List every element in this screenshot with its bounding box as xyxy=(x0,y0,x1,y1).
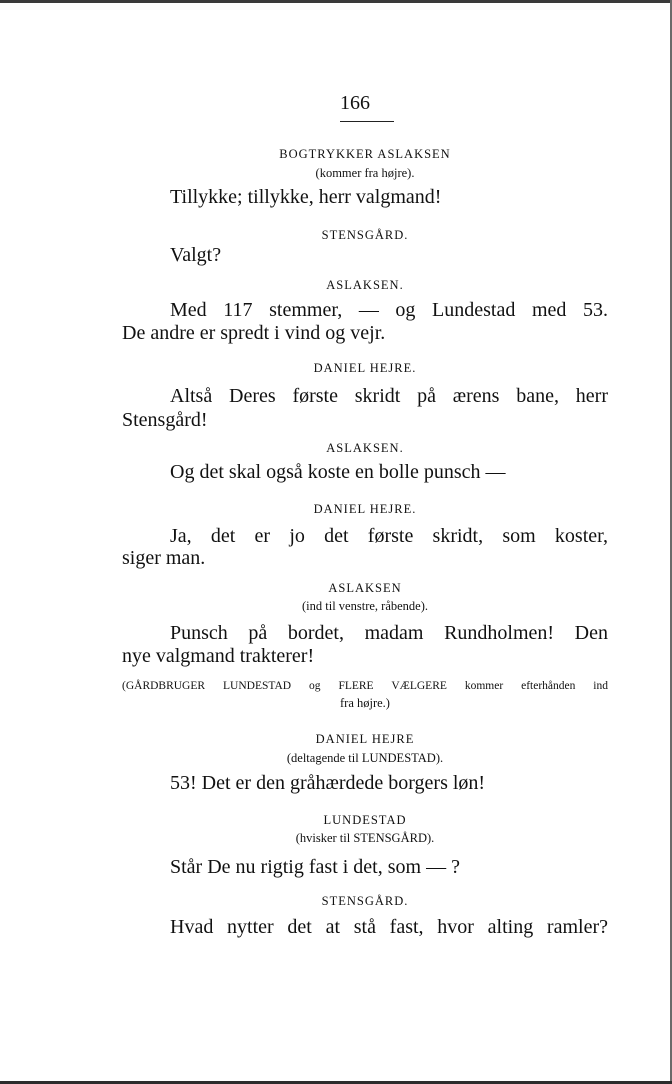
speaker-name: DANIEL HEJRE. xyxy=(313,361,417,375)
speaker-name: STENSGÅRD. xyxy=(321,894,409,908)
speaker-name: ASLAKSEN. xyxy=(326,278,404,292)
stage-direction: (ind til venstre, råbende). xyxy=(302,599,428,613)
speaker-name: ASLAKSEN xyxy=(328,581,402,595)
dialogue-line: Stensgård! xyxy=(122,409,208,431)
page-number: 166 xyxy=(340,92,370,114)
speaker-name: DANIEL HEJRE xyxy=(315,732,415,746)
stage-direction: (deltagende til LUNDESTAD). xyxy=(286,751,444,765)
stage-direction: (kommer fra højre). xyxy=(315,166,415,180)
dialogue-line: Står De nu rigtig fast i det, som — ? xyxy=(170,856,460,878)
dialogue-line: Valgt? xyxy=(170,244,222,266)
dialogue-line: Tillykke; tillykke, herr valgmand! xyxy=(170,186,442,208)
dialogue-line: nye valgmand trakterer! xyxy=(122,645,315,667)
stage-direction: (hvisker til STENSGÅRD). xyxy=(295,831,435,845)
dialogue-line: Punsch på bordet, madam Rundholmen! Den xyxy=(170,622,608,644)
dialogue-line: Ja, det er jo det første skridt, som koster, xyxy=(170,525,608,547)
speaker-name: LUNDESTAD xyxy=(323,813,407,827)
scan-edge-top xyxy=(0,0,672,3)
dialogue-line: De andre er spredt i vind og vejr. xyxy=(122,322,386,344)
scene-stage-direction: (GÅRDBRUGER LUNDESTAD og FLERE VÆLGERE kommer efterhånden ind xyxy=(122,680,608,692)
dialogue-line: 53! Det er den gråhærdede borgers løn! xyxy=(170,772,486,794)
speaker-name: BOGTRYKKER ASLAKSEN xyxy=(279,147,451,161)
speaker-name: STENSGÅRD. xyxy=(321,228,409,242)
dialogue-line: Med 117 stemmer, — og Lundestad med 53. xyxy=(170,299,608,321)
speaker-name: ASLAKSEN. xyxy=(326,441,404,455)
dialogue-line: siger man. xyxy=(122,547,206,569)
page-number-rule xyxy=(340,121,394,122)
dialogue-line: Hvad nytter det at stå fast, hvor alting ramler? xyxy=(170,916,608,938)
scene-stage-direction: fra højre.) xyxy=(340,696,390,710)
dialogue-line: Altså Deres første skridt på ærens bane, herr xyxy=(170,385,608,407)
dialogue-line: Og det skal også koste en bolle punsch — xyxy=(170,461,506,483)
speaker-name: DANIEL HEJRE. xyxy=(313,502,417,516)
